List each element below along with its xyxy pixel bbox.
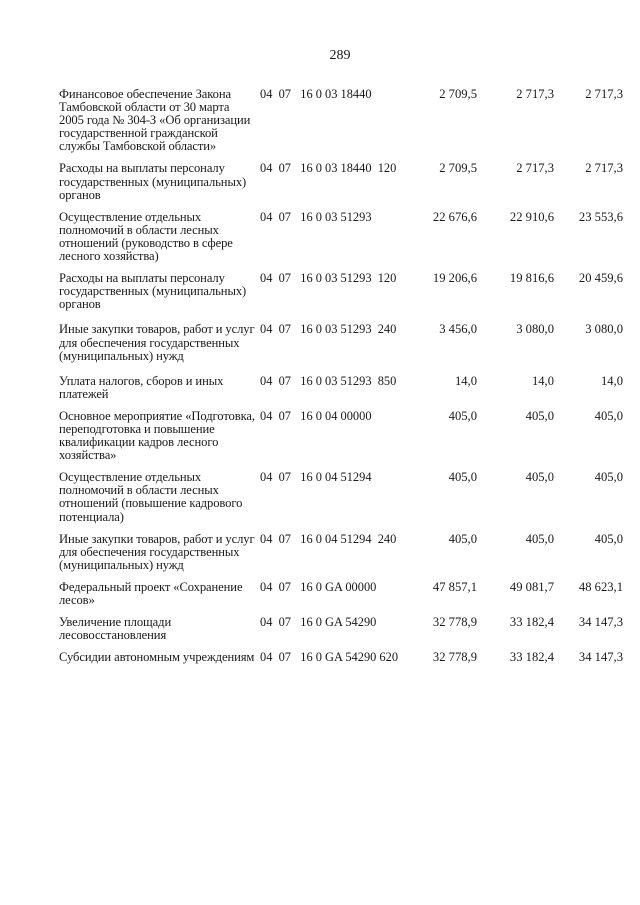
row-value-year-1: 405,0 — [448, 531, 477, 546]
row-value-year-3: 48 623,1 — [578, 579, 623, 594]
row-description: Федеральный проект «Сохранение лесов» — [59, 579, 243, 607]
row-value-year-3: 34 147,3 — [578, 615, 623, 630]
row-code: 04 07 16 0 03 18440 — [260, 87, 372, 101]
row-value-year-2: 19 816,6 — [509, 271, 554, 286]
row-value-year-2: 405,0 — [525, 470, 554, 485]
row-value-year-2: 49 081,7 — [509, 579, 554, 594]
row-value-year-2: 405,0 — [525, 408, 554, 423]
row-code: 04 07 16 0 03 51293 120 — [260, 271, 397, 286]
row-value-year-2: 405,0 — [525, 531, 554, 546]
row-code: 04 07 16 0 GA 54290 620 — [260, 650, 399, 665]
row-value-year-3: 34 147,3 — [578, 650, 623, 665]
table-row — [59, 579, 623, 607]
row-description: Расходы на выплаты персоналу государственных (муниципальных) органов — [59, 161, 247, 202]
page-number: 289 — [329, 48, 351, 63]
table-row — [59, 209, 623, 264]
row-value-year-3: 2 717,3 — [585, 87, 623, 101]
row-code: 04 07 16 0 04 51294 — [260, 470, 372, 485]
table-row — [59, 408, 623, 463]
row-value-year-3: 405,0 — [594, 531, 623, 546]
row-description: Финансовое обеспечение Закона Тамбовской области от 30 марта 2005 года № 304-З «Об организации государственной гражданской службы Тамбовской области» — [59, 87, 251, 154]
row-value-year-1: 2 709,5 — [439, 87, 477, 101]
row-description: Иные закупки товаров, работ и услуг для обеспечения государственных (муниципальных) нужд — [59, 322, 255, 363]
table-row — [59, 373, 623, 401]
table-row — [59, 271, 623, 312]
row-value-year-3: 20 459,6 — [578, 271, 623, 286]
row-description: Расходы на выплаты персоналу государственных (муниципальных) органов — [59, 271, 247, 312]
row-code: 04 07 16 0 GA 54290 — [260, 615, 377, 630]
row-value-year-3: 3 080,0 — [585, 322, 623, 337]
row-value-year-3: 23 553,6 — [578, 209, 623, 224]
table-row — [59, 161, 623, 202]
row-description: Уплата налогов, сборов и иных платежей — [59, 373, 224, 401]
table-row — [59, 87, 623, 154]
row-value-year-1: 405,0 — [448, 408, 477, 423]
row-code: 04 07 16 0 GA 00000 — [260, 579, 377, 594]
row-code: 04 07 16 0 03 51293 240 — [260, 322, 397, 337]
row-value-year-1: 19 206,6 — [432, 271, 477, 286]
row-value-year-1: 22 676,6 — [432, 209, 477, 224]
row-code: 04 07 16 0 04 51294 240 — [260, 531, 397, 546]
row-description: Иные закупки товаров, работ и услуг для обеспечения государственных (муниципальных) нужд — [59, 531, 255, 572]
row-value-year-3: 405,0 — [594, 408, 623, 423]
table-row — [59, 531, 623, 572]
row-description: Осуществление отдельных полномочий в области лесных отношений (повышение кадрового потенциала) — [59, 470, 243, 524]
row-value-year-2: 2 717,3 — [516, 87, 554, 101]
row-value-year-2: 33 182,4 — [509, 650, 554, 665]
row-value-year-3: 14,0 — [600, 373, 623, 388]
row-value-year-1: 14,0 — [454, 373, 477, 388]
row-description: Субсидии автономным учреждениям — [59, 650, 255, 665]
row-value-year-2: 2 717,3 — [516, 161, 554, 176]
table-row — [59, 650, 623, 665]
table-row — [59, 470, 623, 524]
row-value-year-1: 2 709,5 — [439, 161, 477, 176]
row-value-year-2: 14,0 — [531, 373, 554, 388]
row-value-year-1: 32 778,9 — [432, 650, 477, 665]
row-value-year-1: 3 456,0 — [439, 322, 477, 337]
row-value-year-3: 405,0 — [594, 470, 623, 485]
row-code: 04 07 16 0 04 00000 — [260, 408, 372, 423]
row-description: Осуществление отдельных полномочий в области лесных отношений (руководство в сфере лесного хозяйства) — [59, 209, 233, 264]
table-row — [59, 322, 623, 363]
table-row — [59, 615, 623, 643]
row-value-year-1: 47 857,1 — [432, 579, 477, 594]
row-value-year-2: 3 080,0 — [516, 322, 554, 337]
row-value-year-1: 405,0 — [448, 470, 477, 485]
row-value-year-2: 22 910,6 — [509, 209, 554, 224]
row-description: Увеличение площади лесовосстановления — [59, 615, 172, 643]
budget-table — [59, 87, 623, 673]
row-description: Основное мероприятие «Подготовка, переподготовка и повышение квалификации кадров лесного хозяйства» — [59, 408, 255, 463]
row-value-year-3: 2 717,3 — [585, 161, 623, 176]
row-value-year-1: 32 778,9 — [432, 615, 477, 630]
row-code: 04 07 16 0 03 51293 850 — [260, 373, 397, 388]
row-value-year-2: 33 182,4 — [509, 615, 554, 630]
row-code: 04 07 16 0 03 18440 120 — [260, 161, 397, 176]
row-code: 04 07 16 0 03 51293 — [260, 209, 372, 224]
